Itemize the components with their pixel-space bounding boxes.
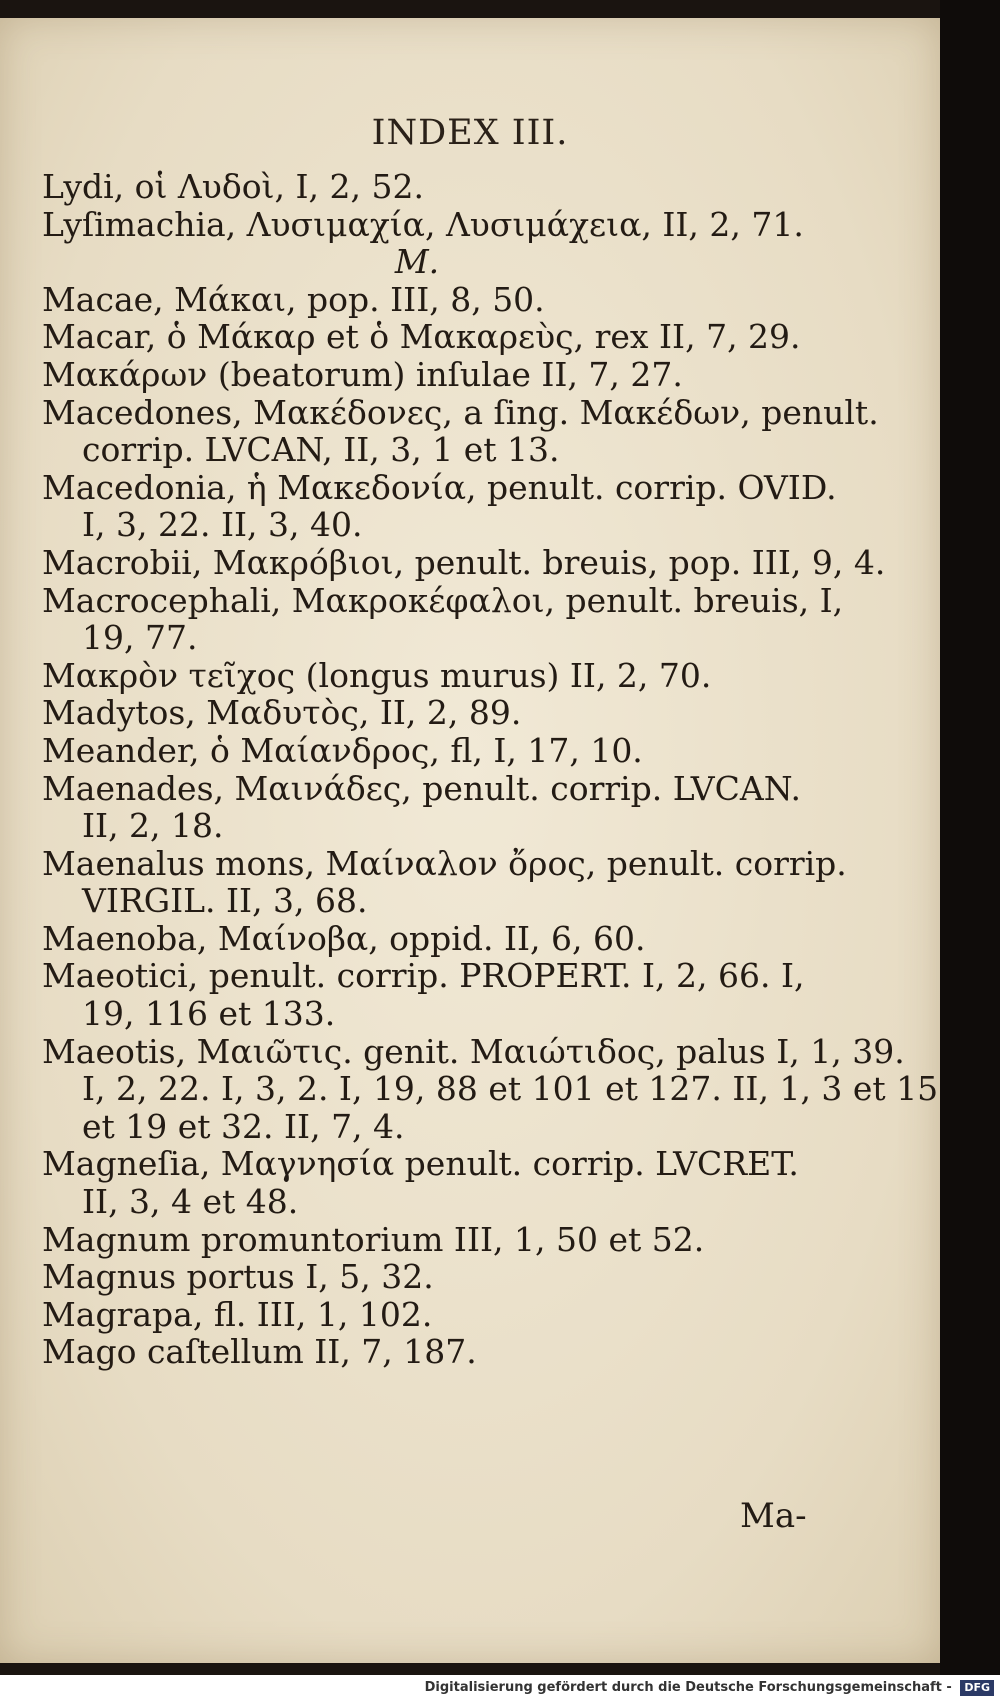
index-line: Μακάρων (beatorum) inſulae II, 7, 27. [42, 354, 683, 394]
page-heading: INDEX III. [371, 113, 569, 153]
index-line: Maenalus mons, Μαίναλον ὄρος, penult. corrip. [42, 843, 847, 883]
digitization-footer [0, 1675, 1000, 1701]
dfg-logo: DFG [960, 1680, 994, 1696]
index-line: Maenoba, Μαίνοβα, oppid. II, 6, 60. [42, 918, 646, 958]
index-line: 19, 116 et 133. [82, 994, 336, 1034]
index-line: Maenades, Μαινάδες, penult. corrip. LVCAN. [42, 768, 801, 808]
book-spine [940, 0, 1000, 1701]
index-line: Mago caſtellum II, 7, 187. [42, 1332, 477, 1372]
index-line: Macedonia, ἡ Μακεδονία, penult. corrip. OVID. [42, 467, 837, 507]
index-line: Maeotici, penult. corrip. PROPERT. I, 2, 66. I, [42, 956, 805, 996]
index-line: Macrobii, Μακρόβιοι, penult. breuis, pop. III, 9, 4. [42, 542, 886, 582]
index-line: Magrapa, fl. III, 1, 102. [42, 1294, 433, 1334]
index-line: Macrocephali, Μακροκέφαλοι, penult. breuis, I, [42, 580, 844, 620]
index-line: Μακρὸν τεῖχος (longus murus) II, 2, 70. [42, 655, 712, 695]
index-line: Magnum promuntorium III, 1, 50 et 52. [42, 1219, 705, 1259]
index-line: Meander, ὁ Μαίανδρος, fl, I, 17, 10. [42, 730, 643, 770]
index-line: Magnus portus I, 5, 32. [42, 1257, 434, 1297]
index-line: II, 2, 18. [82, 806, 224, 846]
catchword: Ma- [740, 1496, 807, 1536]
index-entries [42, 167, 939, 1372]
index-line: Lyſimachia, Λυσιμαχία, Λυσιμάχεια, II, 2, 71. [42, 204, 804, 244]
index-line: VIRGIL. II, 3, 68. [82, 881, 368, 921]
index-line: corrip. LVCAN, II, 3, 1 et 13. [82, 430, 560, 470]
index-line: I, 2, 22. I, 3, 2. I, 19, 88 et 101 et 127. II, 1, 3 et 15 [82, 1069, 939, 1109]
index-line: Maeotis, Μαιῶτις. genit. Μαιώτιδος, palus I, 1, 39. [42, 1031, 905, 1071]
book-page [0, 18, 940, 1663]
section-letter: M. [394, 242, 440, 282]
index-line: 19, 77. [82, 618, 198, 658]
index-line: Madytos, Μαδυτὸς, II, 2, 89. [42, 693, 522, 733]
index-line: I, 3, 22. II, 3, 40. [82, 505, 363, 545]
index-line: Macae, Μάκαι, pop. III, 8, 50. [42, 279, 545, 319]
index-line: Lydi, οἱ Λυδοὶ, I, 2, 52. [42, 167, 424, 206]
footer-text: Digitalisierung gefördert durch die Deutsche Forschungsgemeinschaft - [424, 1680, 952, 1695]
index-line: Macedones, Μακέδονες, a ſing. Μακέδων, penult. [42, 392, 879, 432]
index-line: II, 3, 4 et 48. [82, 1182, 299, 1222]
index-line: Magneſia, Μαγνησία penult. corrip. LVCRET. [42, 1144, 799, 1184]
index-line: Macar, ὁ Μάκαρ et ὁ Μακαρεὺς, rex II, 7, 29. [42, 317, 801, 357]
index-line: et 19 et 32. II, 7, 4. [82, 1106, 405, 1146]
